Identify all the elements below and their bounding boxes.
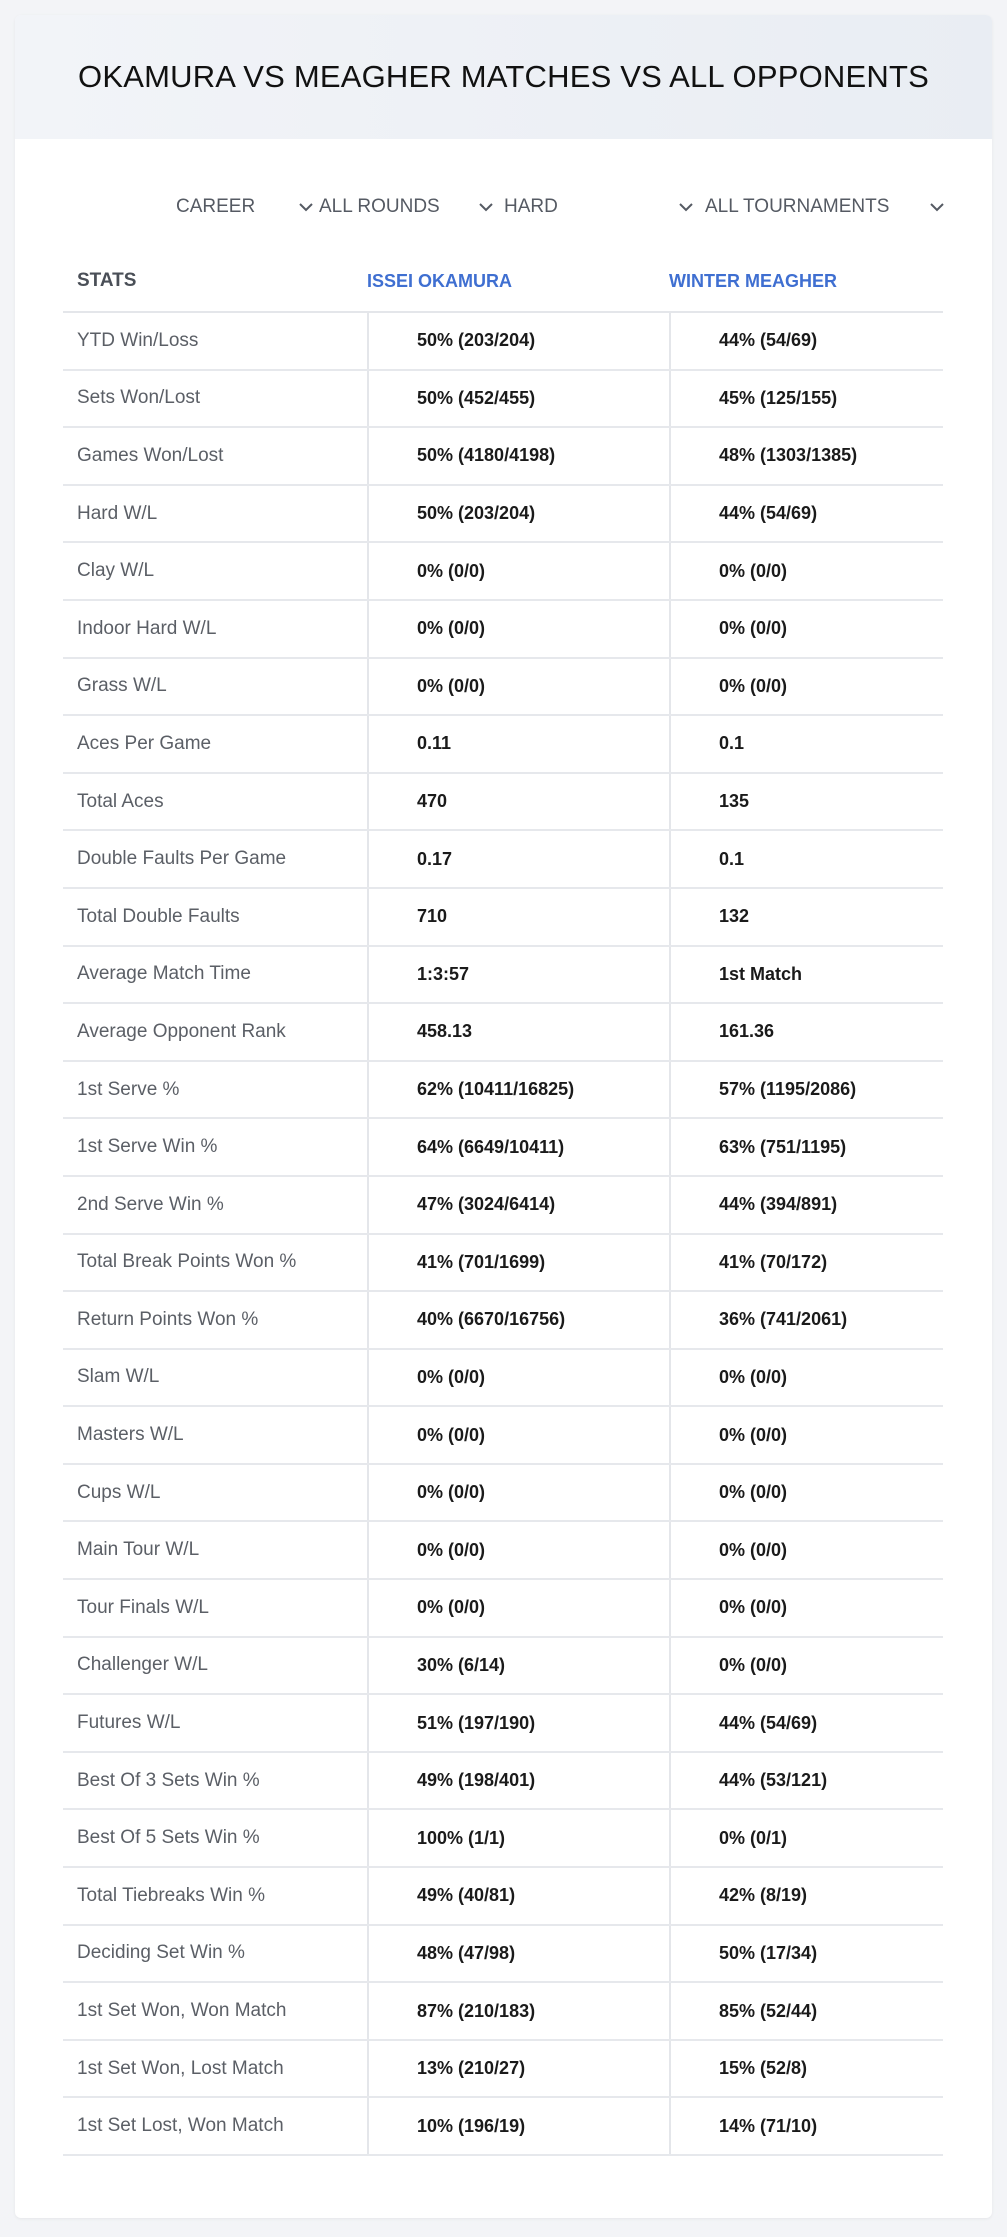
- stat-label: Tour Finals W/L: [77, 1596, 209, 1618]
- table-row: [63, 1465, 943, 1523]
- stat-label: Double Faults Per Game: [77, 848, 287, 870]
- surface-filter-value: HARD: [504, 196, 558, 217]
- player2-value: 15% (52/8): [669, 2041, 943, 2097]
- table-row: [63, 1522, 943, 1580]
- player1-value: 0% (0/0): [367, 1580, 669, 1636]
- player2-value: 36% (741/2061): [669, 1292, 943, 1348]
- table-row: [63, 659, 943, 717]
- player2-value: 161.36: [669, 1004, 943, 1060]
- table-row: [63, 1235, 943, 1293]
- player1-value: 13% (210/27): [367, 2041, 669, 2097]
- player1-value: 87% (210/183): [367, 1983, 669, 2039]
- stat-label: Aces Per Game: [77, 732, 212, 754]
- stat-label: Total Tiebreaks Win %: [77, 1884, 265, 1906]
- player2-value: 0% (0/0): [669, 1580, 943, 1636]
- stat-label: Masters W/L: [77, 1424, 184, 1446]
- player2-value: 48% (1303/1385): [669, 428, 943, 484]
- player2-value: 44% (53/121): [669, 1753, 943, 1809]
- player1-value: 1:3:57: [367, 947, 669, 1003]
- player1-value: 0% (0/0): [367, 543, 669, 599]
- player2-value: 44% (54/69): [669, 313, 943, 369]
- stat-label: Slam W/L: [77, 1366, 160, 1388]
- stat-label: 1st Set Lost, Won Match: [77, 2115, 284, 2137]
- table-row: [63, 1753, 943, 1811]
- stat-label: Average Opponent Rank: [77, 1020, 286, 1042]
- player1-value: 0% (0/0): [367, 1407, 669, 1463]
- table-row: [63, 371, 943, 429]
- player1-value: 458.13: [367, 1004, 669, 1060]
- player1-value: 47% (3024/6414): [367, 1177, 669, 1233]
- stat-label: Total Double Faults: [77, 905, 240, 927]
- stats-table: [63, 251, 943, 2156]
- player1-value: 62% (10411/16825): [367, 1062, 669, 1118]
- table-row: [63, 486, 943, 544]
- stat-label: Best Of 3 Sets Win %: [77, 1769, 260, 1791]
- stat-label: Deciding Set Win %: [77, 1942, 245, 1964]
- page-title: OKAMURA VS MEAGHER MATCHES VS ALL OPPONENTS: [78, 59, 929, 94]
- player2-value: 41% (70/172): [669, 1235, 943, 1291]
- stat-label: Games Won/Lost: [77, 444, 224, 466]
- player1-value: 50% (452/455): [367, 371, 669, 427]
- player2-value: 0.1: [669, 716, 943, 772]
- stat-label: Total Break Points Won %: [77, 1251, 297, 1273]
- stat-label: Sets Won/Lost: [77, 387, 201, 409]
- player2-value: 42% (8/19): [669, 1868, 943, 1924]
- player1-value: 64% (6649/10411): [367, 1119, 669, 1175]
- table-row: [63, 1407, 943, 1465]
- player2-value: 0% (0/0): [669, 659, 943, 715]
- table-row: [63, 716, 943, 774]
- round-filter-value: ALL ROUNDS: [319, 196, 440, 217]
- player2-value: 57% (1195/2086): [669, 1062, 943, 1118]
- stat-label: Hard W/L: [77, 502, 158, 524]
- player2-value: 50% (17/34): [669, 1926, 943, 1982]
- player1-value: 41% (701/1699): [367, 1235, 669, 1291]
- player1-value: 0.17: [367, 831, 669, 887]
- table-row: [63, 831, 943, 889]
- table-row: [63, 1695, 943, 1753]
- stats-column-header: STATS: [77, 270, 137, 291]
- table-row: [63, 947, 943, 1005]
- player2-value: 0.1: [669, 831, 943, 887]
- player2-value: 0% (0/0): [669, 1638, 943, 1694]
- chevron-down-icon: [678, 199, 694, 215]
- player1-value: 49% (198/401): [367, 1753, 669, 1809]
- table-row: [63, 313, 943, 371]
- player1-value: 51% (197/190): [367, 1695, 669, 1751]
- stat-label: 2nd Serve Win %: [77, 1193, 224, 1215]
- chevron-down-icon: [929, 199, 945, 215]
- table-row: [63, 2098, 943, 2156]
- round-filter[interactable]: [319, 187, 494, 227]
- player2-value: 0% (0/0): [669, 1350, 943, 1406]
- player2-value: 14% (71/10): [669, 2098, 943, 2154]
- table-row: [63, 1004, 943, 1062]
- player2-value: 0% (0/0): [669, 1407, 943, 1463]
- player1-column-header[interactable]: ISSEI OKAMURA: [367, 270, 513, 291]
- stat-label: Return Points Won %: [77, 1308, 259, 1330]
- stat-label: Total Aces: [77, 790, 164, 812]
- table-row: [63, 1292, 943, 1350]
- player2-value: 0% (0/0): [669, 1522, 943, 1578]
- table-row: [63, 1926, 943, 1984]
- tournament-filter[interactable]: [705, 187, 945, 227]
- stat-label: Grass W/L: [77, 675, 167, 697]
- stat-label: 1st Set Won, Won Match: [77, 2000, 287, 2022]
- table-body: [63, 313, 943, 2156]
- stat-label: Futures W/L: [77, 1712, 181, 1734]
- table-row: [63, 601, 943, 659]
- player1-value: 40% (6670/16756): [367, 1292, 669, 1348]
- player1-value: 10% (196/19): [367, 2098, 669, 2154]
- player2-value: 135: [669, 774, 943, 830]
- player1-value: 0% (0/0): [367, 601, 669, 657]
- table-row: [63, 1810, 943, 1868]
- tournament-filter-value: ALL TOURNAMENTS: [705, 196, 890, 217]
- stat-label: Cups W/L: [77, 1481, 161, 1503]
- player2-value: 85% (52/44): [669, 1983, 943, 2039]
- player2-value: 0% (0/0): [669, 601, 943, 657]
- header: [15, 15, 992, 139]
- table-row: [63, 1119, 943, 1177]
- table-row: [63, 774, 943, 832]
- player2-value: 132: [669, 889, 943, 945]
- player2-column-header[interactable]: WINTER MEAGHER: [669, 270, 837, 291]
- table-row: [63, 1868, 943, 1926]
- player1-value: 0.11: [367, 716, 669, 772]
- table-row: [63, 1580, 943, 1638]
- player2-value: 44% (54/69): [669, 1695, 943, 1751]
- stat-label: Clay W/L: [77, 560, 155, 582]
- player2-value: 0% (0/0): [669, 543, 943, 599]
- table-row: [63, 543, 943, 601]
- player1-value: 48% (47/98): [367, 1926, 669, 1982]
- player1-value: 710: [367, 889, 669, 945]
- chevron-down-icon: [478, 199, 494, 215]
- player2-value: 63% (751/1195): [669, 1119, 943, 1175]
- table-row: [63, 889, 943, 947]
- table-row: [63, 1350, 943, 1408]
- stat-label: Average Match Time: [77, 963, 251, 985]
- stat-label: Best Of 5 Sets Win %: [77, 1827, 260, 1849]
- player1-value: 0% (0/0): [367, 659, 669, 715]
- player2-value: 44% (394/891): [669, 1177, 943, 1233]
- stat-label: Main Tour W/L: [77, 1539, 200, 1561]
- stat-label: Indoor Hard W/L: [77, 617, 217, 639]
- player1-value: 0% (0/0): [367, 1350, 669, 1406]
- stat-label: 1st Serve %: [77, 1078, 180, 1100]
- table-row: [63, 1983, 943, 2041]
- player1-value: 50% (4180/4198): [367, 428, 669, 484]
- table-row: [63, 2041, 943, 2099]
- stat-label: Challenger W/L: [77, 1654, 208, 1676]
- player1-value: 30% (6/14): [367, 1638, 669, 1694]
- player1-value: 470: [367, 774, 669, 830]
- player2-value: 1st Match: [669, 947, 943, 1003]
- player2-value: 0% (0/1): [669, 1810, 943, 1866]
- player2-value: 45% (125/155): [669, 371, 943, 427]
- player2-value: 44% (54/69): [669, 486, 943, 542]
- filter-bar: [15, 187, 992, 227]
- stat-label: 1st Serve Win %: [77, 1136, 218, 1158]
- player1-value: 0% (0/0): [367, 1522, 669, 1578]
- table-row: [63, 1177, 943, 1235]
- stats-card: [15, 15, 992, 2218]
- table-header: [63, 251, 943, 313]
- player2-value: 0% (0/0): [669, 1465, 943, 1521]
- table-row: [63, 1062, 943, 1120]
- chevron-down-icon: [298, 199, 314, 215]
- player1-value: 49% (40/81): [367, 1868, 669, 1924]
- player1-value: 50% (203/204): [367, 313, 669, 369]
- period-filter[interactable]: [176, 187, 314, 227]
- table-row: [63, 1638, 943, 1696]
- player1-value: 50% (203/204): [367, 486, 669, 542]
- player1-value: 0% (0/0): [367, 1465, 669, 1521]
- player1-value: 100% (1/1): [367, 1810, 669, 1866]
- stat-label: 1st Set Won, Lost Match: [77, 2057, 284, 2079]
- table-row: [63, 428, 943, 486]
- period-filter-value: CAREER: [176, 196, 256, 217]
- surface-filter[interactable]: [504, 187, 694, 227]
- stat-label: YTD Win/Loss: [77, 329, 199, 351]
